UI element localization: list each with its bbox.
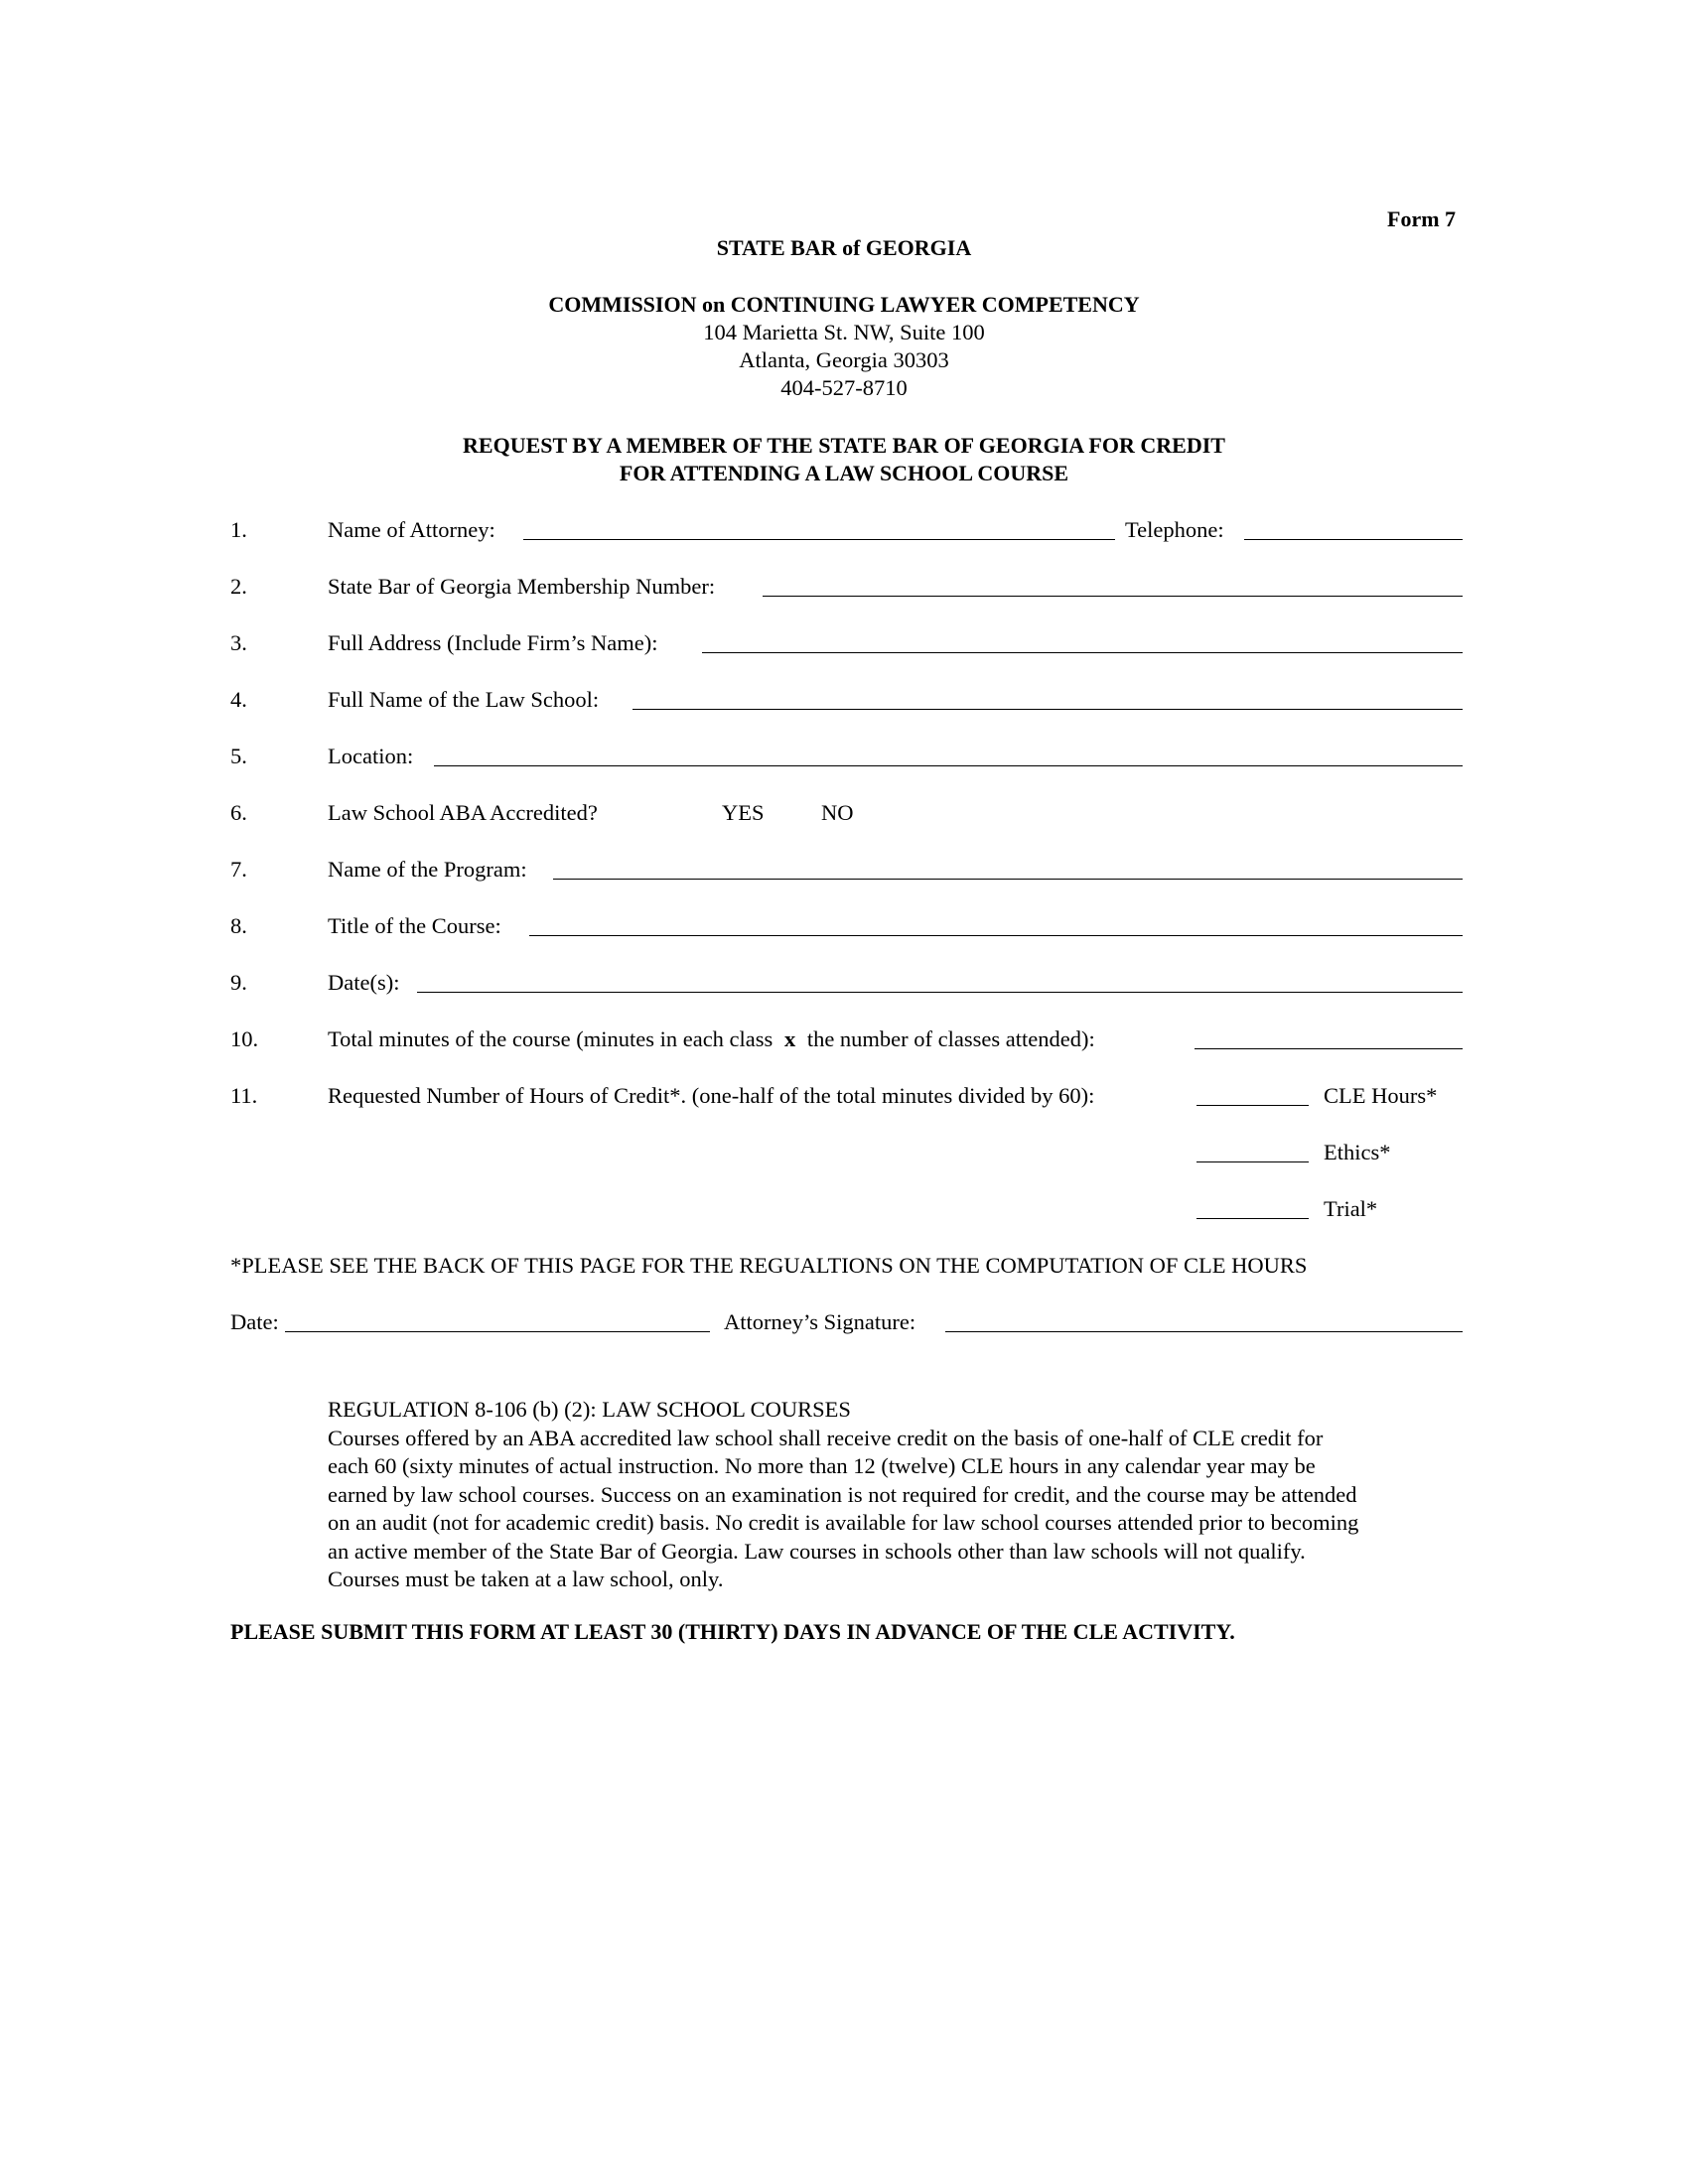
course-title-label: Title of the Course: xyxy=(328,913,501,938)
membership-number-field[interactable] xyxy=(763,596,1463,597)
total-minutes-label-head: Total minutes of the course (minutes in each class xyxy=(328,1026,774,1051)
law-school-name-field[interactable] xyxy=(633,709,1463,710)
item-number-10: 10. xyxy=(230,1026,259,1051)
address-line-1: 104 Marietta St. NW, Suite 100 xyxy=(703,320,985,344)
item-number-3: 3. xyxy=(230,630,247,655)
membership-number-label: State Bar of Georgia Membership Number: xyxy=(328,574,716,599)
full-address-label: Full Address (Include Firm’s Name): xyxy=(328,630,658,655)
cle-hours-field[interactable] xyxy=(1196,1105,1309,1106)
request-title-line-2: FOR ATTENDING A LAW SCHOOL COURSE xyxy=(619,461,1069,485)
dates-field[interactable] xyxy=(417,992,1463,993)
trial-hours-field[interactable] xyxy=(1196,1218,1309,1219)
cle-hours-label: CLE Hours* xyxy=(1324,1083,1438,1108)
attorney-signature-field[interactable] xyxy=(945,1331,1463,1332)
ethics-hours-label: Ethics* xyxy=(1324,1140,1391,1164)
request-title-line-1: REQUEST BY A MEMBER OF THE STATE BAR OF GEORGIA FOR CREDIT xyxy=(463,433,1225,458)
telephone-label: Telephone: xyxy=(1125,517,1224,542)
regulation-line-3: earned by law school courses. Success on an examination is not required for credit, and the course may be attended xyxy=(328,1481,1357,1507)
program-name-field[interactable] xyxy=(553,879,1463,880)
regulation-title: REGULATION 8-106 (b) (2): LAW SCHOOL COURSES xyxy=(328,1397,851,1422)
requested-hours-label: Requested Number of Hours of Credit*. (one-half of the total minutes divided by 60): xyxy=(328,1083,1095,1108)
item-number-4: 4. xyxy=(230,687,247,712)
total-minutes-label xyxy=(328,1028,1095,1051)
regulations-note: *PLEASE SEE THE BACK OF THIS PAGE FOR THE REGUALTIONS ON THE COMPUTATION OF CLE HOURS xyxy=(230,1253,1308,1278)
regulation-line-2: each 60 (sixty minutes of actual instruction. No more than 12 (twelve) CLE hours in any calendar year may be xyxy=(328,1453,1316,1478)
telephone-field[interactable] xyxy=(1244,539,1463,540)
address-line-2: Atlanta, Georgia 30303 xyxy=(739,347,949,372)
form-number: Form 7 xyxy=(1387,206,1457,231)
item-number-5: 5. xyxy=(230,744,247,768)
aba-accredited-label: Law School ABA Accredited? xyxy=(328,800,598,825)
regulation-line-6: Courses must be taken at a law school, only. xyxy=(328,1567,724,1591)
regulation-line-5: an active member of the State Bar of Georgia. Law courses in schools other than law schools will not qualify. xyxy=(328,1538,1306,1564)
item-number-8: 8. xyxy=(230,913,247,938)
item-number-2: 2. xyxy=(230,574,247,599)
phone-number: 404-527-8710 xyxy=(780,375,908,400)
item-number-1: 1. xyxy=(230,517,247,542)
regulation-block xyxy=(328,1396,1470,1594)
item-number-11: 11. xyxy=(230,1083,258,1108)
aba-accredited-no-option[interactable]: NO xyxy=(821,800,854,825)
submit-notice: PLEASE SUBMIT THIS FORM AT LEAST 30 (THIRTY) DAYS IN ADVANCE OF THE CLE ACTIVITY. xyxy=(230,1619,1235,1644)
item-number-7: 7. xyxy=(230,857,247,882)
law-school-name-label: Full Name of the Law School: xyxy=(328,687,600,712)
regulation-line-1: Courses offered by an ABA accredited law school shall receive credit on the basis of one-half of CLE credit for xyxy=(328,1425,1324,1450)
org-title: STATE BAR of GEORGIA xyxy=(716,235,972,260)
date-label: Date: xyxy=(230,1309,279,1334)
item-number-9: 9. xyxy=(230,970,247,995)
dates-label: Date(s): xyxy=(328,970,400,995)
program-name-label: Name of the Program: xyxy=(328,857,527,882)
multiply-sign: x xyxy=(783,1026,796,1051)
attorney-signature-label: Attorney’s Signature: xyxy=(724,1309,916,1334)
name-of-attorney-field[interactable] xyxy=(523,539,1115,540)
full-address-field[interactable] xyxy=(702,652,1463,653)
location-field[interactable] xyxy=(434,765,1463,766)
total-minutes-label-tail: the number of classes attended): xyxy=(806,1026,1095,1051)
date-field[interactable] xyxy=(285,1331,710,1332)
name-of-attorney-label: Name of Attorney: xyxy=(328,517,495,542)
total-minutes-field[interactable] xyxy=(1195,1048,1463,1049)
course-title-field[interactable] xyxy=(529,935,1463,936)
aba-accredited-yes-option[interactable]: YES xyxy=(722,800,765,825)
item-number-6: 6. xyxy=(230,800,247,825)
regulation-line-4: on an audit (not for academic credit) basis. No credit is available for law school courses attended prior to becoming xyxy=(328,1510,1359,1535)
ethics-hours-field[interactable] xyxy=(1196,1161,1309,1162)
trial-hours-label: Trial* xyxy=(1324,1196,1378,1221)
location-label: Location: xyxy=(328,744,414,768)
commission-title: COMMISSION on CONTINUING LAWYER COMPETENCY xyxy=(548,292,1140,317)
